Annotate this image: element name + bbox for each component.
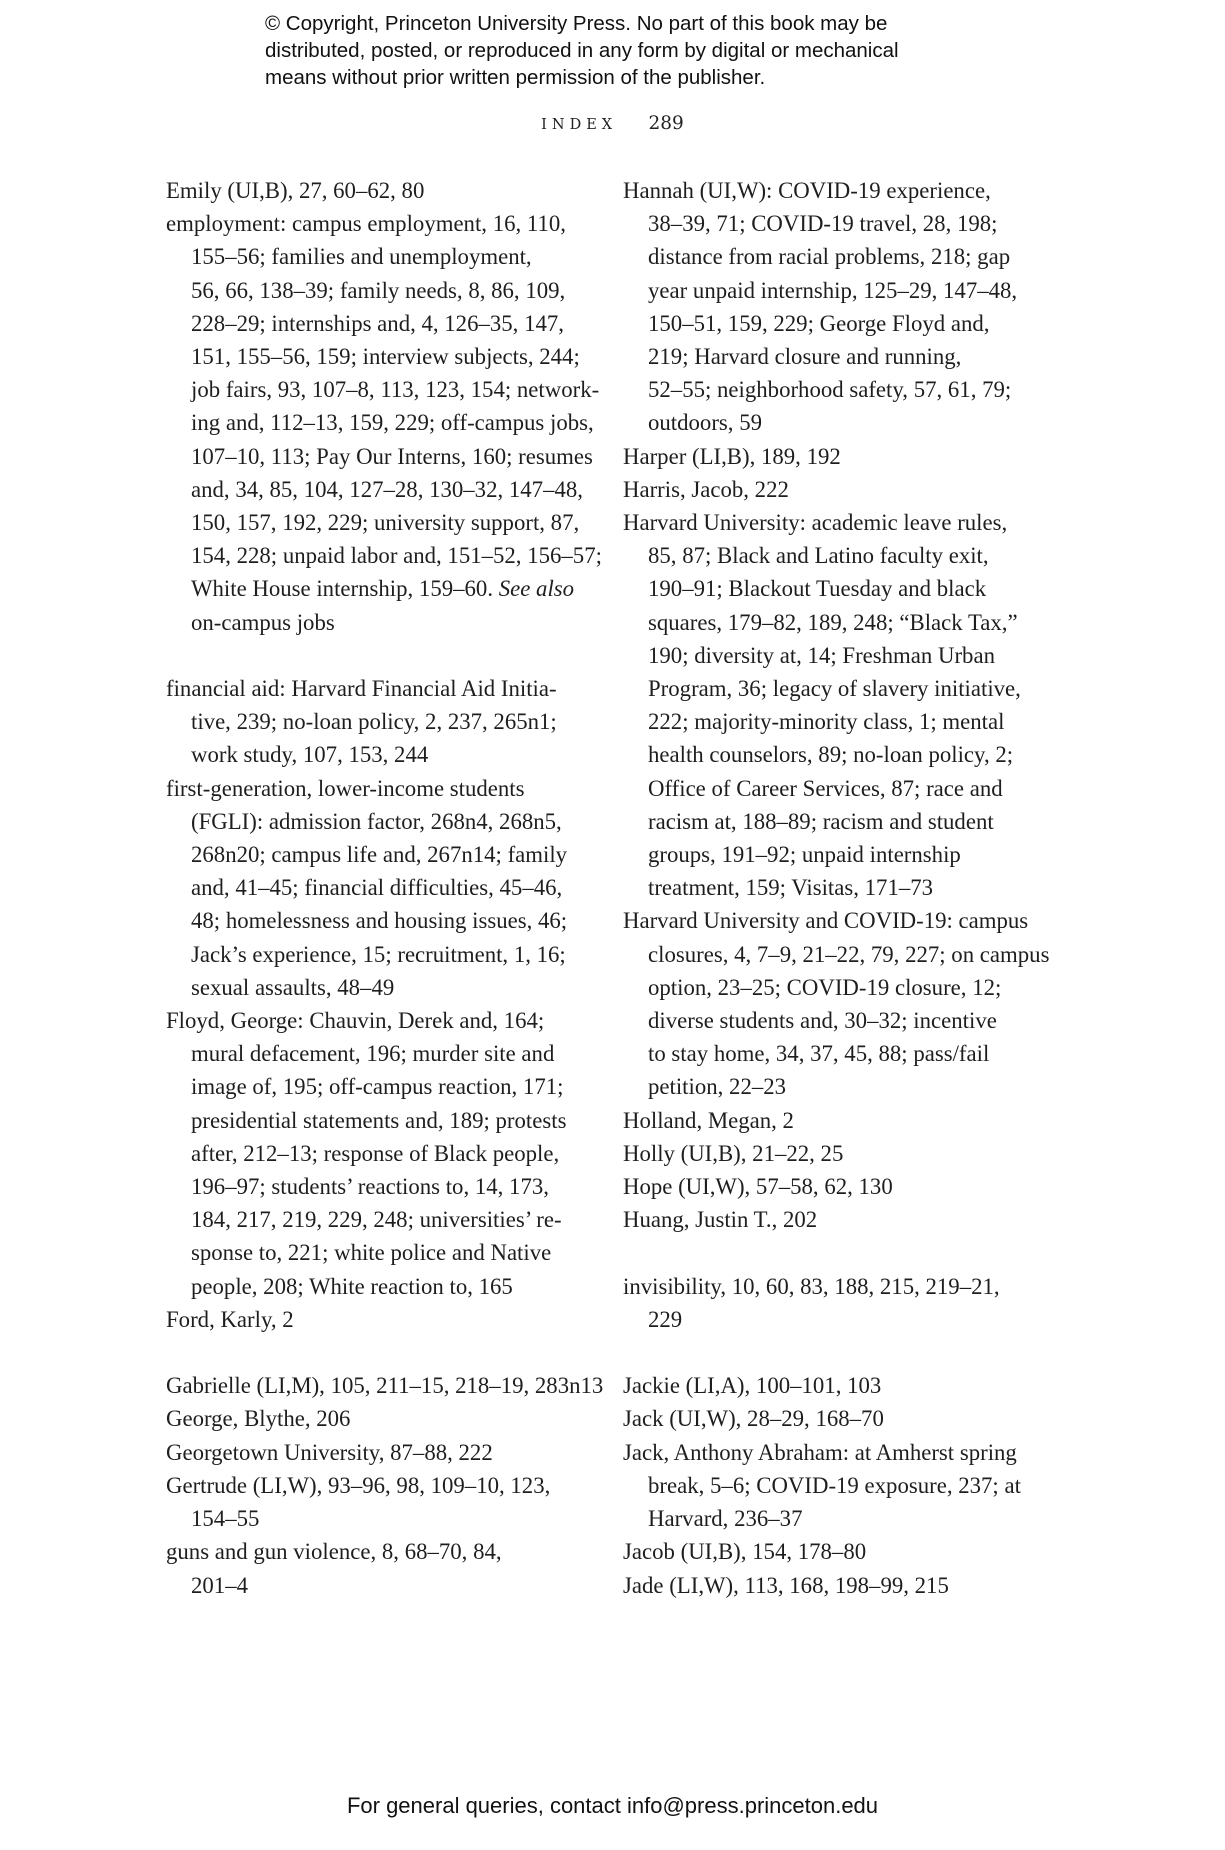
index-entry-line: Jack, Anthony Abraham: at Amherst spring xyxy=(623,1439,1017,1465)
index-entry-line: groups, 191–92; unpaid internship xyxy=(648,842,961,868)
index-entry-line: Holly (UI,B), 21–22, 25 xyxy=(623,1140,844,1166)
index-entry-line: 155–56; families and unemployment, xyxy=(191,244,532,270)
index-entry-line: Floyd, George: Chauvin, Derek and, 164; xyxy=(166,1008,545,1034)
footer-contact: For general queries, contact info@press.princeton.edu xyxy=(346,1793,879,1818)
running-head-label: INDEX xyxy=(541,117,618,133)
index-entry-line: option, 23–25; COVID-19 closure, 12; xyxy=(648,974,1002,1000)
entry-gap xyxy=(166,639,626,672)
index-entry-line: financial aid: Harvard Financial Aid Initia- xyxy=(166,676,557,702)
index-entry xyxy=(166,174,626,207)
index-entry-line: 268n20; campus life and, 267n14; family xyxy=(191,842,568,868)
index-entry-line: ing and, 112–13, 159, 229; off-campus jobs, xyxy=(191,410,594,436)
index-entry-line: Holland, Megan, 2 xyxy=(623,1107,794,1133)
entry-gap xyxy=(623,1237,1083,1270)
index-column-right xyxy=(623,174,1083,1602)
copyright-line: means without prior written permission of the publisher. xyxy=(265,66,766,89)
index-entry-line: Harper (LI,B), 189, 192 xyxy=(623,443,841,469)
index-entry xyxy=(623,1535,1083,1568)
index-entry xyxy=(623,506,1083,904)
index-entry-line: closures, 4, 7–9, 21–22, 79, 227; on campus xyxy=(648,941,1050,967)
index-entry-line: Harvard University: academic leave rules, xyxy=(623,510,1008,536)
index-entry xyxy=(623,1104,1083,1137)
index-entry-line: 201–4 xyxy=(191,1572,248,1598)
index-entry-line: Jackie (LI,A), 100–101, 103 xyxy=(623,1373,882,1399)
index-column-left xyxy=(166,174,626,1602)
index-entry-line: 154, 228; unpaid labor and, 151–52, 156–57; xyxy=(191,543,602,569)
index-entry-line: Gertrude (LI,W), 93–96, 98, 109–10, 123, xyxy=(166,1472,551,1498)
index-entry-line: guns and gun violence, 8, 68–70, 84, xyxy=(166,1539,502,1565)
index-entry-line: Georgetown University, 87–88, 222 xyxy=(166,1439,493,1465)
see-also-label: See also xyxy=(498,576,575,602)
index-entry-line: petition, 22–23 xyxy=(648,1074,787,1100)
index-entry xyxy=(166,1402,626,1435)
index-entry-line: sexual assaults, 48–49 xyxy=(191,974,395,1000)
index-entry-line: 38–39, 71; COVID-19 travel, 28, 198; xyxy=(648,211,998,237)
index-entry-line: and, 34, 85, 104, 127–28, 130–32, 147–48, xyxy=(191,476,583,502)
index-entry-line: 222; majority-minority class, 1; mental xyxy=(648,709,1005,735)
index-entry-line: 229 xyxy=(648,1306,683,1332)
index-entry-line: Harvard, 236–37 xyxy=(648,1506,803,1532)
index-entry xyxy=(166,207,626,639)
index-entry-line: 48; homelessness and housing issues, 46; xyxy=(191,908,568,934)
index-entry-line: 151, 155–56, 159; interview subjects, 244; xyxy=(191,344,580,370)
index-entry-line: Program, 36; legacy of slavery initiative, xyxy=(648,676,1021,702)
index-entry-line: 56, 66, 138–39; family needs, 8, 86, 109, xyxy=(191,277,566,303)
copyright-notice xyxy=(265,10,1025,91)
index-entry-line: sponse to, 221; white police and Native xyxy=(191,1240,552,1266)
index-entry-line: to stay home, 34, 37, 45, 88; pass/fail xyxy=(648,1041,990,1067)
index-entry-line: work study, 107, 153, 244 xyxy=(191,742,429,768)
index-entry-line: 228–29; internships and, 4, 126–35, 147, xyxy=(191,310,564,336)
index-entry xyxy=(623,1170,1083,1203)
index-entry-line: Harris, Jacob, 222 xyxy=(623,476,789,502)
index-entry xyxy=(623,1270,1083,1336)
index-entry xyxy=(166,1369,626,1402)
index-entry-line: image of, 195; off-campus reaction, 171; xyxy=(191,1074,564,1100)
index-entry-line: 52–55; neighborhood safety, 57, 61, 79; xyxy=(648,377,1012,403)
index-entry xyxy=(623,1203,1083,1236)
index-entry-line: Jade (LI,W), 113, 168, 198–99, 215 xyxy=(623,1572,949,1598)
index-entry-line: and, 41–45; financial difficulties, 45–46, xyxy=(191,875,563,901)
index-entry-line: invisibility, 10, 60, 83, 188, 215, 219–21, xyxy=(623,1273,1000,1299)
index-entry-line: Jack’s experience, 15; recruitment, 1, 16; xyxy=(191,941,566,967)
index-entry-line: 150, 157, 192, 229; university support, 87, xyxy=(191,510,580,536)
index-entry-line: 154–55 xyxy=(191,1506,260,1532)
index-entry-line: 190–91; Blackout Tuesday and black xyxy=(648,576,987,602)
index-entry-line: Gabrielle (LI,M), 105, 211–15, 218–19, 283n13 xyxy=(166,1373,604,1399)
index-entry-line: Huang, Justin T., 202 xyxy=(623,1207,818,1233)
index-entry xyxy=(166,672,626,772)
index-entry-line: 107–10, 113; Pay Our Interns, 160; resumes xyxy=(191,443,593,469)
index-entry-line: treatment, 159; Visitas, 171–73 xyxy=(648,875,934,901)
index-entry xyxy=(623,1402,1083,1435)
index-entry-line: Hannah (UI,W): COVID-19 experience, xyxy=(623,178,991,203)
index-entry-line: Jack (UI,W), 28–29, 168–70 xyxy=(623,1406,884,1432)
index-entry-line: Jacob (UI,B), 154, 178–80 xyxy=(623,1539,867,1565)
index-entry xyxy=(623,174,1083,440)
index-entry-line: Harvard University and COVID-19: campus xyxy=(623,908,1029,934)
index-entry-line: on-campus jobs xyxy=(191,609,335,635)
index-entry-line: Hope (UI,W), 57–58, 62, 130 xyxy=(623,1174,893,1200)
index-entry-line: (FGLI): admission factor, 268n4, 268n5, xyxy=(191,808,562,834)
index-entry-line: distance from racial problems, 218; gap xyxy=(648,244,1011,270)
index-entry xyxy=(166,1004,626,1303)
index-entry-line: 150–51, 159, 229; George Floyd and, xyxy=(648,310,990,336)
index-entry-line: 196–97; students’ reactions to, 14, 173, xyxy=(191,1174,549,1200)
index-entry-line: after, 212–13; response of Black people, xyxy=(191,1140,560,1166)
index-entry-line: tive, 239; no-loan policy, 2, 237, 265n1; xyxy=(191,709,557,735)
index-entry xyxy=(166,1535,626,1601)
index-entry-line: job fairs, 93, 107–8, 113, 123, 154; network- xyxy=(191,377,600,403)
index-entry-line: year unpaid internship, 125–29, 147–48, xyxy=(648,277,1018,303)
index-entry xyxy=(623,440,1083,473)
index-entry-line: Emily (UI,B), 27, 60–62, 80 xyxy=(166,178,425,203)
index-entry xyxy=(623,473,1083,506)
index-entry-line: White House internship, 159–60. See also xyxy=(191,576,575,602)
index-entry-line: mural defacement, 196; murder site and xyxy=(191,1041,555,1067)
index-entry xyxy=(166,1436,626,1469)
index-entry-line: Office of Career Services, 87; race and xyxy=(648,775,1003,801)
index-entry xyxy=(623,1569,1083,1602)
copyright-line: © Copyright, Princeton University Press. No part of this book may be xyxy=(265,12,888,35)
page-number: 289 xyxy=(648,113,684,134)
index-entry-line: Ford, Karly, 2 xyxy=(166,1306,294,1332)
index-entry-line: George, Blythe, 206 xyxy=(166,1406,351,1432)
entry-gap xyxy=(166,1336,626,1369)
index-entry xyxy=(166,772,626,1004)
index-entry-line: break, 5–6; COVID-19 exposure, 237; at xyxy=(648,1472,1021,1498)
index-entry-line: 85, 87; Black and Latino faculty exit, xyxy=(648,543,989,569)
index-entry xyxy=(166,1303,626,1336)
index-entry-line: employment: campus employment, 16, 110, xyxy=(166,211,566,237)
index-entry-line: health counselors, 89; no-loan policy, 2; xyxy=(648,742,1014,768)
index-entry-line: 190; diversity at, 14; Freshman Urban xyxy=(648,642,995,668)
index-entry xyxy=(623,1436,1083,1536)
entry-gap xyxy=(623,1336,1083,1369)
index-entry-line: 219; Harvard closure and running, xyxy=(648,344,962,370)
index-entry-line: squares, 179–82, 189, 248; “Black Tax,” xyxy=(648,609,1018,635)
index-entry-line: people, 208; White reaction to, 165 xyxy=(191,1273,513,1299)
running-head xyxy=(0,113,1225,134)
index-entry-line: racism at, 188–89; racism and student xyxy=(648,808,994,834)
copyright-line: distributed, posted, or reproduced in any form by digital or mechanical xyxy=(265,39,899,62)
index-entry xyxy=(623,1137,1083,1170)
index-entry-line: first-generation, lower-income students xyxy=(166,775,525,801)
index-entry-line: diverse students and, 30–32; incentive xyxy=(648,1008,997,1034)
index-entry xyxy=(623,904,1083,1103)
index-entry xyxy=(623,1369,1083,1402)
index-entry-line: presidential statements and, 189; protests xyxy=(191,1107,567,1133)
index-entry xyxy=(166,1469,626,1535)
index-entry-line: outdoors, 59 xyxy=(648,410,762,436)
index-entry-line: 184, 217, 219, 229, 248; universities’ re- xyxy=(191,1207,562,1233)
